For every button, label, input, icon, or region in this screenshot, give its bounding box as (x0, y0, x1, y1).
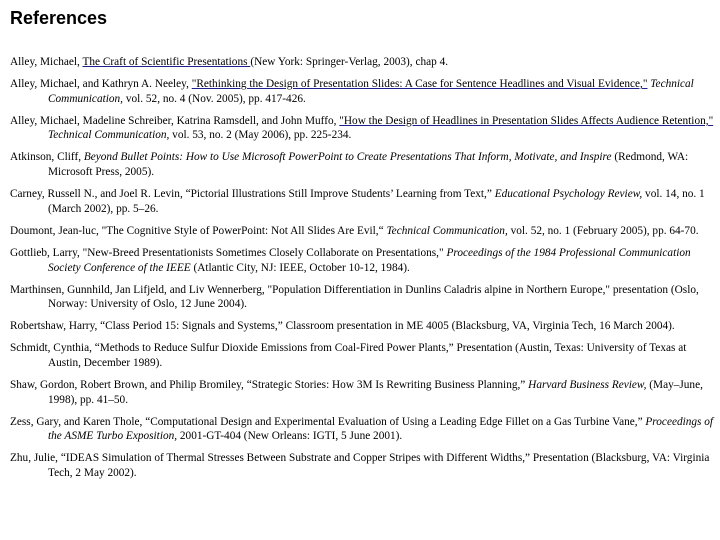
reference-text: Zhu, Julie, “IDEAS Simulation of Thermal Stresses Between Substrate and Copper Stripes with Different Widths,” Presentation (Blacksburg, VA: Virginia Tech, 2 May 2002). (10, 452, 710, 480)
reference-italic: Technical Communication, (386, 224, 508, 237)
reference-text: vol. 14, no. 1 (March 2002), pp. 5–26. (48, 188, 705, 215)
reference-text: Robertshaw, Harry, “Class Period 15: Signals and Systems,” Classroom presentation in ME 4005 (Blacksburg, VA, Virginia Tech, 16 March 2004). (10, 320, 675, 333)
reference-item (10, 341, 714, 370)
reference-text: 2001-GT-404 (New Orleans: IGTI, 5 June 2001). (177, 430, 403, 443)
reference-text: Alley, Michael, and Kathryn A. Neeley, (10, 78, 192, 91)
reference-italic: Harvard Business Review, (528, 379, 647, 392)
reference-text: Schmidt, Cynthia, “Methods to Reduce Sulfur Dioxide Emissions from Coal-Fired Power Plants,” Presentation (Austin, Texas: University of Texas at Austin, December 1989). (10, 342, 687, 369)
reference-text: Atkinson, Cliff, (10, 151, 84, 164)
reference-item (10, 415, 714, 444)
reference-text: Alley, Michael, (10, 56, 83, 68)
reference-italic: Proceedings of the ASME Turbo Exposition, (48, 415, 714, 443)
reference-item (10, 246, 714, 275)
reference-italic: Educational Psychology Review, (494, 188, 643, 201)
reference-item (10, 378, 714, 407)
reference-text: vol. 52, no. 1 (February 2005), pp. 64-70. (507, 224, 699, 237)
reference-text: Carney, Russell N., and Joel R. Levin, “Pictorial Illustrations Still Improve Students’ Learning from Text,” (10, 188, 495, 201)
reference-item (10, 224, 714, 239)
reference-item (10, 55, 714, 70)
reference-text: Marthinsen, Gunnhild, Jan Lifjeld, and Liv Wennerberg, "Population Differentiation in Dunlins Caladris alpine in Northern Europe," presentation (Oslo, Norway: University of Oslo, 12 June 2004). (10, 283, 699, 311)
reference-text: Alley, Michael, Madeline Schreiber, Katrina Ramsdell, and John Muffo, (10, 114, 340, 127)
page-title: References (10, 8, 108, 28)
reference-link[interactable]: The Craft of Scientific Presentations (82, 56, 251, 68)
reference-item (10, 187, 714, 216)
reference-item (10, 319, 714, 334)
reference-text: Gottlieb, Larry, "New-Breed Presentationists Sometimes Closely Collaborate on Presentations," (10, 246, 447, 259)
reference-list (10, 55, 714, 481)
reference-item (10, 114, 714, 143)
reference-text: Doumont, Jean-luc, "The Cognitive Style of PowerPoint: Not All Slides Are Evil,“ (10, 224, 387, 237)
reference-text: (May–June, 1998), pp. 41–50. (48, 379, 703, 406)
reference-item (10, 77, 714, 106)
reference-italic: Technical Communication, (48, 129, 170, 142)
reference-link[interactable]: "How the Design of Headlines in Presentation Slides Affects Audience Retention," (339, 114, 714, 127)
reference-text: Shaw, Gordon, Robert Brown, and Philip Bromiley, “Strategic Stories: How 3M Is Rewriting Business Planning,” (10, 379, 529, 392)
reference-italic: Technical Communication, (48, 78, 694, 105)
reference-item (10, 150, 714, 179)
reference-item (10, 283, 714, 312)
reference-text: (New York: Springer-Verlag, 2003), chap 4. (250, 56, 449, 68)
reference-italic: Proceedings of the 1984 Professional Communication Society Conference of the IEEE (48, 246, 691, 274)
reference-italic: Beyond Bullet Points: How to Use Microsoft PowerPoint to Create Presentations That Inform, Motivate, and Inspire (83, 151, 612, 164)
reference-text: (Redmond, WA: Microsoft Press, 2005). (48, 151, 689, 179)
reference-text: Zess, Gary, and Karen Thole, “Computational Design and Experimental Evaluation of Using a Leading Edge Fillet on a Gas Turbine Vane,” (10, 415, 646, 428)
reference-text: vol. 52, no. 4 (Nov. 2005), pp. 417-426. (123, 92, 306, 105)
reference-text: vol. 53, no. 2 (May 2006), pp. 225-234. (169, 129, 352, 142)
reference-item (10, 451, 714, 480)
reference-link[interactable]: "Rethinking the Design of Presentation Slides: A Case for Sentence Headlines and Visual Evidence," (191, 78, 648, 91)
reference-text: (Atlantic City, NJ: IEEE, October 10-12, 1984). (190, 261, 410, 274)
